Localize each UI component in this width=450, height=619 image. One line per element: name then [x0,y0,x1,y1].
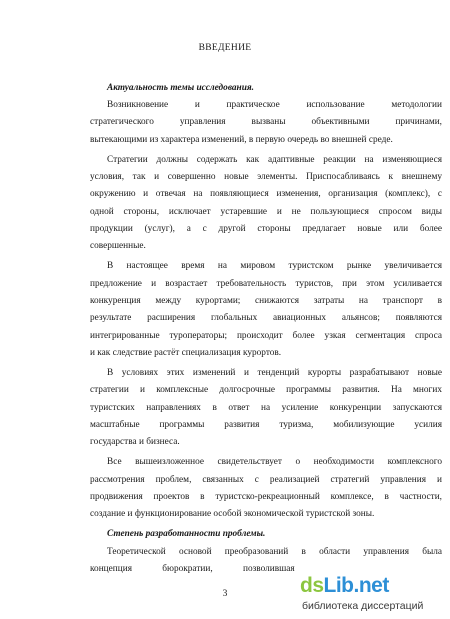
page-title: ВВЕДЕНИЕ [198,43,252,53]
text-line: создание и функционирование особой экономической туристской зоны. [90,509,375,519]
text-line: туристских направлениях в ответ на усиление конкуренции запускаются [90,403,442,413]
text-line: стратегии и комплексные долгосрочные программы развития. На многих [90,385,442,395]
text-line: вытекающими из характера изменений, в первую очередь во внешней среде. [90,135,393,145]
text-line: Стратегии должны содержать как адаптивные реакции на изменяющиеся [107,155,442,165]
text-line: Теоретической основой преобразований в области управления была [107,547,442,557]
watermark-logo-ds: ds [300,574,324,597]
watermark [300,574,446,614]
watermark-logo-lib: Lib.net [323,574,389,597]
text-line: стратегического управления вызваны объективными причинами, [90,117,442,127]
text-line: интегрированные туроператоры; происходит более узкая сегментация спроса [90,331,442,341]
text-line: окружению и отвечая на появляющиеся изменения, организация (комплекс), с [90,189,442,199]
watermark-logo [300,574,389,598]
text-line: совершенные. [90,241,146,251]
text-line: и как следствие растёт специализация курортов. [90,348,282,358]
text-line: одной стороны, исключает устаревшие и не пользующиеся спросом виды [90,207,442,217]
text-line: рассмотрения проблем, связанных с реализацией стратегий управления и [90,475,442,485]
text-line: В настоящее время на мировом туристском рынке увеличивается [107,261,442,271]
section-heading: Степень разработанности проблемы. [107,529,266,539]
text-line: продукции (услуг), а с другой стороны предлагает новые или более [90,224,442,234]
text-line: конкуренция между курортами; снижаются затраты на транспорт в [90,296,442,306]
text-line: Все вышеизложенное свидетельствует о необходимости комплексного [107,457,442,467]
text-line: государства и бизнеса. [90,437,180,447]
text-line: концепция бюрократии, позволившая [90,564,295,574]
section-heading: Актуальность темы исследования. [107,83,255,93]
watermark-subtitle: библиотека диссертаций [302,600,424,612]
text-line: условия, так и совершенно новые элементы. Приспосабливаясь к внешнему [90,172,442,182]
text-line: масштабные программы развития туризма, мобилизующие усилия [90,420,442,430]
text-line: В условиях этих изменений и тенденций курорты разрабатывают новые [107,368,442,378]
page-number: 3 [222,589,228,599]
text-line: Возникновение и практическое использование методологии [107,100,442,110]
text-line: продвижения проектов в туристско-рекреационный комплексе, в частности, [90,492,442,502]
text-line: результате расширения глобальных авиационных альянсов; появляются [90,313,442,323]
text-line: предложение и возрастает требовательность туристов, при этом усиливается [90,279,442,289]
